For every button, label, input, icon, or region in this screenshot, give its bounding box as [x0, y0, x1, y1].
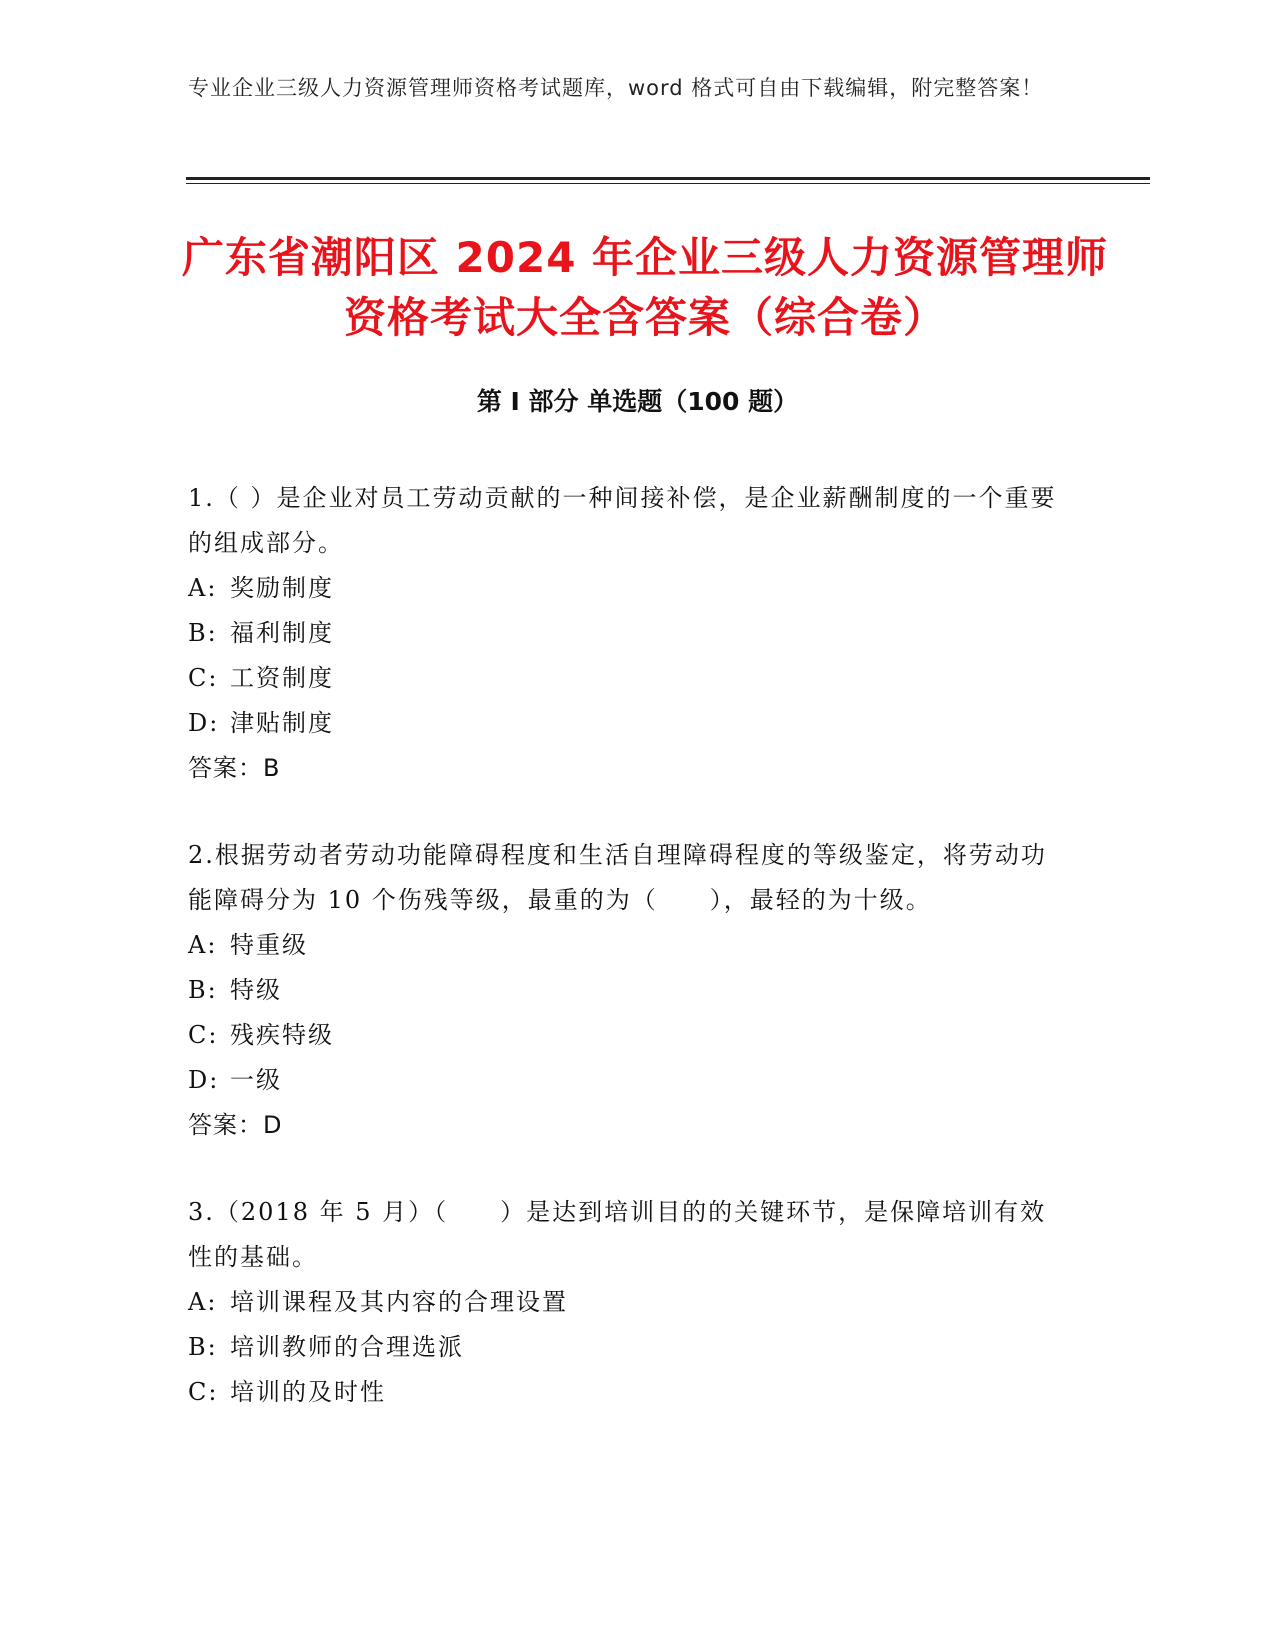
- option-text: 工资制度: [230, 664, 334, 692]
- question-stem: 3.（2018 年 5 月）（ ）是达到培训目的的关键环节，是保障培训有效性的基础。: [188, 1198, 1047, 1271]
- option-letter: B:: [188, 976, 218, 1004]
- question-2: [188, 833, 1068, 1148]
- option-letter: C:: [188, 664, 219, 692]
- option-letter: C:: [188, 1021, 219, 1049]
- option-b: [188, 611, 1068, 656]
- option-a: [188, 1280, 1068, 1325]
- option-letter: B:: [188, 1333, 218, 1361]
- option-c: [188, 1013, 1068, 1058]
- option-text: 培训课程及其内容的合理设置: [230, 1288, 568, 1316]
- option-a: [188, 566, 1068, 611]
- option-letter: A:: [188, 574, 218, 602]
- option-text: 福利制度: [230, 619, 334, 647]
- section-title: 第 I 部分 单选题（100 题）: [476, 387, 799, 416]
- question-1: [188, 476, 1068, 791]
- option-letter: B:: [188, 619, 218, 647]
- answer-line: 答案：B: [188, 754, 281, 782]
- header-note: 专业企业三级人力资源管理师资格考试题库，word 格式可自由下载编辑，附完整答案！: [188, 76, 1044, 100]
- answer-line: 答案：D: [188, 1111, 283, 1139]
- header-divider-thin: [186, 183, 1150, 184]
- option-text: 培训教师的合理选派: [230, 1333, 464, 1361]
- document-title: 广东省潮阳区 2024 年企业三级人力资源管理师资格考试大全含答案（综合卷）: [181, 233, 1109, 342]
- option-letter: A:: [188, 1288, 218, 1316]
- option-c: [188, 656, 1068, 701]
- option-d: [188, 701, 1068, 746]
- option-text: 残疾特级: [230, 1021, 334, 1049]
- option-letter: A:: [188, 931, 218, 959]
- option-text: 奖励制度: [230, 574, 334, 602]
- option-text: 一级: [230, 1066, 282, 1094]
- option-text: 特级: [230, 976, 282, 1004]
- header-divider-thick: [186, 177, 1150, 180]
- question-list: [188, 476, 1068, 1457]
- question-3: [188, 1190, 1068, 1415]
- question-stem: 1.（ ）是企业对员工劳动贡献的一种间接补偿，是企业薪酬制度的一个重要的组成部分。: [188, 484, 1057, 557]
- option-text: 培训的及时性: [230, 1378, 386, 1406]
- option-letter: C:: [188, 1378, 219, 1406]
- question-stem: 2.根据劳动者劳动功能障碍程度和生活自理障碍程度的等级鉴定，将劳动功能障碍分为 10 个伤残等级，最重的为（ ），最轻的为十级。: [188, 841, 1047, 914]
- option-letter: D:: [188, 1066, 220, 1094]
- option-b: [188, 968, 1068, 1013]
- option-letter: D:: [188, 709, 220, 737]
- option-d: [188, 1058, 1068, 1103]
- option-a: [188, 923, 1068, 968]
- option-b: [188, 1325, 1068, 1370]
- option-text: 津贴制度: [230, 709, 334, 737]
- option-text: 特重级: [230, 931, 308, 959]
- option-c: [188, 1370, 1068, 1415]
